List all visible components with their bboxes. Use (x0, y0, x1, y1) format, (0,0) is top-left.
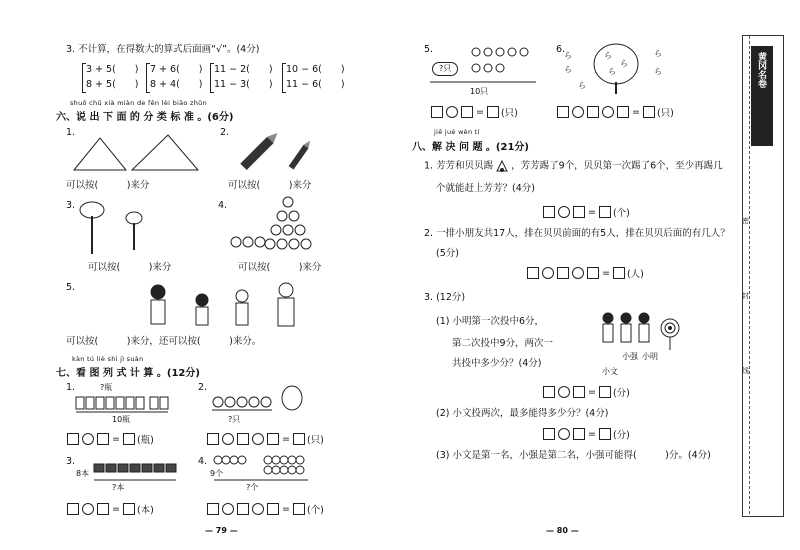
s7-item-4: 4. (198, 456, 208, 467)
s8-p3a-line1: (1) 小明第一次投中6分， (436, 316, 545, 327)
s7-item-1: 1. (66, 382, 76, 393)
binding-strip (742, 35, 784, 517)
chickens-question-label: ?只 (228, 415, 241, 424)
s8-p2-equation: = (人) (526, 266, 644, 280)
q5-equation: = (只) (430, 105, 518, 119)
bottles-total-label: 10瓶 (112, 415, 131, 424)
s7-item-3: 3. (66, 456, 76, 467)
q3-group-3: 11 − 2( ) 11 − 3( ) (214, 62, 273, 92)
svg-text:ら: ら (654, 49, 662, 58)
svg-text:ら: ら (564, 51, 572, 60)
q5-question-bubble: ?只 (432, 62, 458, 76)
s7-q1-equation: = (瓶) (66, 432, 154, 446)
q5-total-label: 10只 (470, 87, 489, 96)
s8-p2-line2: (5分) (436, 248, 459, 259)
s8-pinyin: jiě jué wèn tí (434, 128, 480, 136)
s7-pinyin: kàn tú liè shì jì suàn (72, 355, 144, 363)
s8-title: 八、解 决 问 题 。(21分) (412, 142, 529, 153)
s8-p1-line1: 1. 芳芳和贝贝踢 ，芳芳踢了9个，贝贝第一次踢了6个，至少再踢几 (424, 160, 723, 172)
seal-line-char-1: 密 (742, 217, 749, 225)
s7-title: 七、看 图 列 式 计 算 。(12分) (56, 368, 200, 379)
books-known-label: 8本 (76, 469, 90, 478)
s7-item-2: 2. (198, 382, 208, 393)
s6-answer-5: 可以按( )来分，还可以按( )来分。 (66, 336, 262, 347)
s7-q2-equation: = (只) (206, 432, 324, 446)
s6-answer-1: 可以按( )来分 (66, 180, 150, 191)
svg-text:ら: ら (620, 59, 628, 68)
trees-picture (72, 198, 162, 258)
svg-text:ら: ら (654, 67, 662, 76)
ducks-picture (470, 46, 540, 80)
s6-answer-2: 可以按( )来分 (228, 180, 312, 191)
apples-picture (228, 194, 328, 254)
s8-p2-line1: 2. 一排小朋友共17人，排在贝贝前面的有5人，排在贝贝后面的有几人？ (424, 228, 730, 239)
bottles-picture (74, 392, 170, 414)
balloons-question-label: ?个 (246, 483, 259, 492)
q5-number: 5. (424, 44, 434, 55)
s6-answer-4: 可以按( )来分 (238, 262, 322, 273)
s6-item-4: 4. (218, 200, 228, 211)
s8-p3a-equation: = (分) (542, 385, 630, 399)
s6-title: 六、说 出 下 面 的 分 类 标 准 。(6分) (56, 112, 234, 123)
shuttlecock-icon (493, 160, 511, 172)
seal-dashed-line (749, 36, 750, 514)
s8-p1-equation: = (个) (542, 205, 630, 219)
q6-equation: = (只) (556, 105, 674, 119)
s7-q4-equation: = (个) (206, 502, 324, 516)
birds-tree-picture (560, 38, 670, 96)
s8-p3c-text: (3) 小文是第一名，小强是第二名，小强可能得( )分。(4分) (436, 450, 711, 461)
pencils-picture (228, 128, 318, 178)
s8-p3b-equation: = (分) (542, 427, 630, 441)
q3-group-1: 3 + 5( ) 8 + 5( ) (86, 62, 139, 92)
s7-q3-equation: = (本) (66, 502, 154, 516)
people-picture (140, 282, 310, 332)
books-question-label: ?本 (112, 483, 125, 492)
sidebar-logo: 黄冈名卷 (751, 46, 773, 146)
chickens-picture (210, 384, 306, 414)
svg-text:ら: ら (608, 67, 616, 76)
s8-p3-title: 3. (12分) (424, 292, 466, 303)
right-page-number: — 80 — (546, 526, 579, 535)
left-page-number: — 79 — (205, 526, 238, 535)
s6-item-3: 3. (66, 200, 76, 211)
s8-p3b-text: (2) 小文投两次，最多能得多少分？(4分) (436, 408, 609, 419)
seal-line-char-2: 封 (742, 292, 749, 300)
seal-line-char-3: 线 (742, 367, 749, 375)
q3-group-2: 7 + 6( ) 8 + 4( ) (150, 62, 203, 92)
svg-text:ら: ら (604, 51, 612, 60)
label-xiaowen: 小文 (602, 367, 618, 376)
svg-text:ら: ら (578, 81, 586, 90)
bottles-question-label: ?瓶 (100, 383, 113, 392)
svg-text:ら: ら (564, 65, 572, 74)
books-picture (92, 460, 182, 486)
s6-item-2: 2. (220, 127, 230, 138)
s8-p3a-line3: 共投中多少分？(4分) (452, 358, 542, 369)
s8-p1-line2: 个就能赶上芳芳？(4分) (436, 183, 535, 194)
triangles-picture (70, 130, 200, 175)
q3-group-4: 10 − 6( ) 11 − 6( ) (286, 62, 345, 92)
q6-number: 6. (556, 44, 566, 55)
s6-item-5: 5. (66, 282, 76, 293)
s6-item-1: 1. (66, 127, 76, 138)
s8-p3a-line2: 第二次投中9分，两次一 (452, 338, 554, 349)
balloons-picture (212, 454, 312, 484)
s6-answer-3: 可以按( )来分 (88, 262, 172, 273)
q3-title: 3. 不计算，在得数大的算式后面画“√”。(4分) (66, 44, 260, 55)
label-xiaoqiang: 小强 (622, 352, 638, 361)
label-xiaoming: 小明 (642, 352, 658, 361)
balloons-known-label: 9个 (210, 469, 224, 478)
s6-pinyin: shuō chū xià miàn de fēn lèi biāo zhǔn (70, 99, 208, 107)
